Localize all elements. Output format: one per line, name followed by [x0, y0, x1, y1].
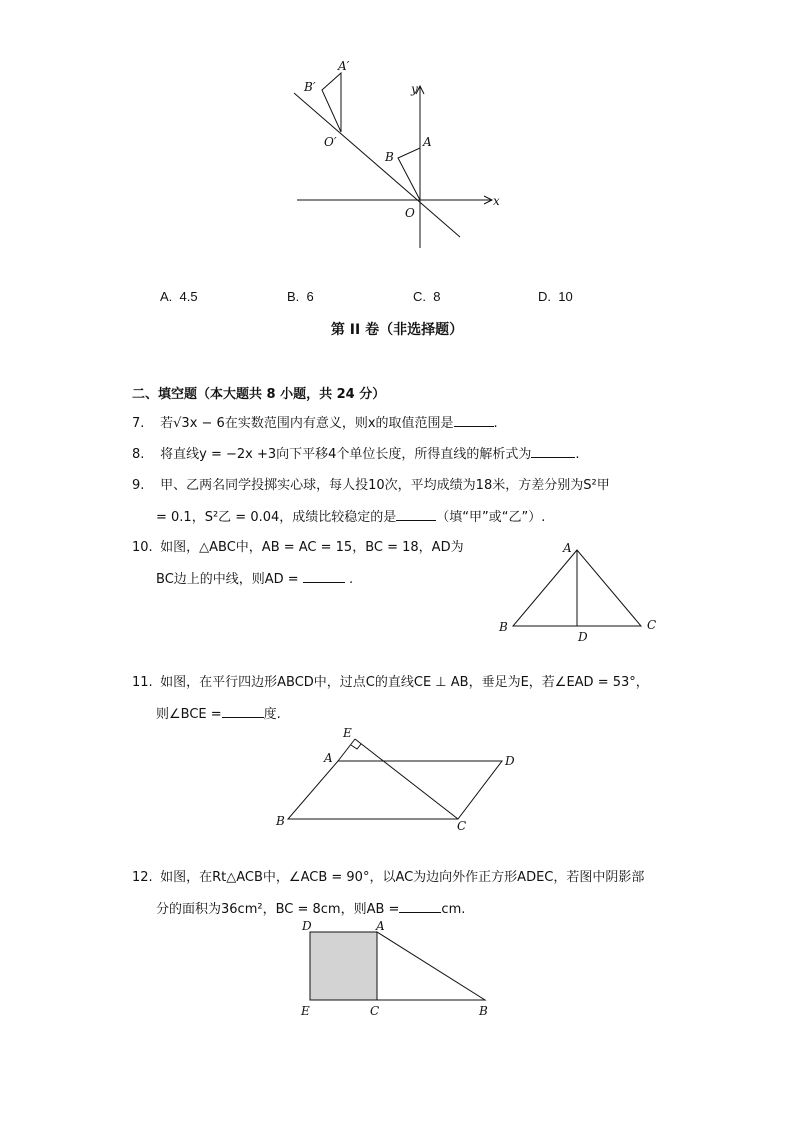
choice-a-letter: A.	[160, 289, 173, 304]
question-9-end: （填“甲”或“乙”）.	[436, 510, 546, 525]
question-10-end: .	[348, 572, 354, 587]
label-d: D	[505, 754, 515, 768]
question-8-number: 8.	[132, 447, 145, 462]
question-9	[132, 477, 610, 495]
question-8	[132, 445, 580, 464]
question-11-number: 11.	[132, 675, 153, 690]
question-10-line2-text: BC边上的中线，则AD =	[156, 572, 299, 587]
answer-blank-11[interactable]	[222, 705, 264, 718]
triangle-acb	[377, 932, 485, 1000]
question-12-line2-text: 分的面积为36cm²，BC = 8cm，则AB =	[156, 902, 400, 917]
question-7-text: 若√3x − 6在实数范围内有意义，则x的取值范围是	[160, 416, 454, 431]
choice-b-value: 6	[306, 289, 314, 304]
right-angle-mark	[351, 744, 361, 749]
question-7-end: .	[493, 416, 498, 431]
label-x: x	[493, 194, 500, 208]
triangle-abc-figure	[495, 538, 670, 648]
answer-blank-8[interactable]	[531, 445, 575, 458]
choice-a[interactable]	[160, 289, 198, 304]
question-9-line1: 甲、乙两名同学投掷实心球，每人投10次，平均成绩为18米，方差分别为S²甲	[160, 478, 610, 493]
extension-ae	[338, 739, 355, 761]
diagonal-line	[294, 93, 460, 237]
label-a: A	[376, 919, 385, 933]
choice-c[interactable]	[413, 289, 440, 304]
label-b: B	[385, 150, 394, 164]
label-o: O	[405, 206, 415, 220]
question-11	[132, 674, 649, 692]
choice-d[interactable]	[538, 289, 573, 304]
question-12-line1: 如图，在Rt△ACB中，∠ACB = 90°，以AC为边向外作正方形ADEC，若图中阴影部	[160, 870, 645, 885]
question-10-number: 10.	[132, 540, 153, 555]
choice-a-value: 4.5	[179, 289, 198, 304]
label-d: D	[302, 919, 312, 933]
answer-blank-9[interactable]	[396, 508, 436, 521]
label-e: E	[301, 1004, 310, 1018]
segment-ce	[355, 739, 458, 819]
question-8-end: .	[575, 447, 580, 462]
answer-blank-7[interactable]	[454, 414, 494, 427]
question-8-text: 将直线y = −2x +3向下平移4个单位长度，所得直线的解析式为	[160, 447, 532, 462]
square-triangle-figure	[296, 918, 496, 1023]
label-b-prime: B′	[304, 80, 316, 94]
question-10-line2	[156, 570, 353, 589]
label-b: B	[499, 620, 508, 634]
triangle-oprime	[322, 73, 341, 132]
part-two-header: 二、填空题（本大题共 8 小题，共 24 分）	[132, 387, 386, 402]
question-11-line2-text: 则∠BCE =	[156, 707, 222, 722]
question-7	[132, 414, 498, 433]
choice-b[interactable]	[287, 289, 314, 304]
label-y: y	[411, 82, 418, 96]
parallelogram-figure	[272, 724, 522, 834]
question-12	[132, 869, 644, 887]
question-12-number: 12.	[132, 870, 153, 885]
label-e: E	[343, 726, 352, 740]
question-10-line1: 如图，△ABC中，AB = AC = 15，BC = 18，AD为	[160, 540, 464, 555]
label-a: A	[324, 751, 333, 765]
question-7-number: 7.	[132, 416, 145, 431]
label-d: D	[578, 630, 588, 644]
question-11-line2	[156, 705, 281, 724]
question-12-line2	[156, 900, 465, 919]
label-b: B	[276, 814, 285, 828]
question-12-end: cm.	[441, 902, 466, 917]
label-c: C	[647, 618, 657, 632]
question-11-end: 度.	[263, 707, 281, 722]
choice-d-letter: D.	[538, 289, 551, 304]
question-11-line1: 如图，在平行四边形ABCD中，过点C的直线CE ⊥ AB，垂足为E，若∠EAD = 53°，	[160, 675, 649, 690]
label-o-prime: O′	[324, 135, 337, 149]
question-9-line2	[156, 508, 545, 527]
label-a-prime: A′	[338, 59, 350, 73]
choice-b-letter: B.	[287, 289, 300, 304]
label-a: A	[423, 135, 432, 149]
choice-c-letter: C.	[413, 289, 426, 304]
question-10	[132, 539, 464, 557]
label-a: A	[563, 541, 572, 555]
section-title: 第 II 卷（非选择题）	[330, 322, 464, 338]
answer-blank-10[interactable]	[303, 570, 345, 583]
shaded-square-adec	[310, 932, 377, 1000]
label-b: B	[479, 1004, 488, 1018]
question-9-number: 9.	[132, 478, 145, 493]
answer-blank-12[interactable]	[399, 900, 441, 913]
coordinate-figure	[280, 55, 510, 255]
choice-d-value: 10	[558, 289, 573, 304]
label-c: C	[457, 819, 467, 833]
choice-c-value: 8	[433, 289, 441, 304]
question-9-line2-text: = 0.1，S²乙 = 0.04，成绩比较稳定的是	[156, 510, 397, 525]
label-c: C	[370, 1004, 380, 1018]
